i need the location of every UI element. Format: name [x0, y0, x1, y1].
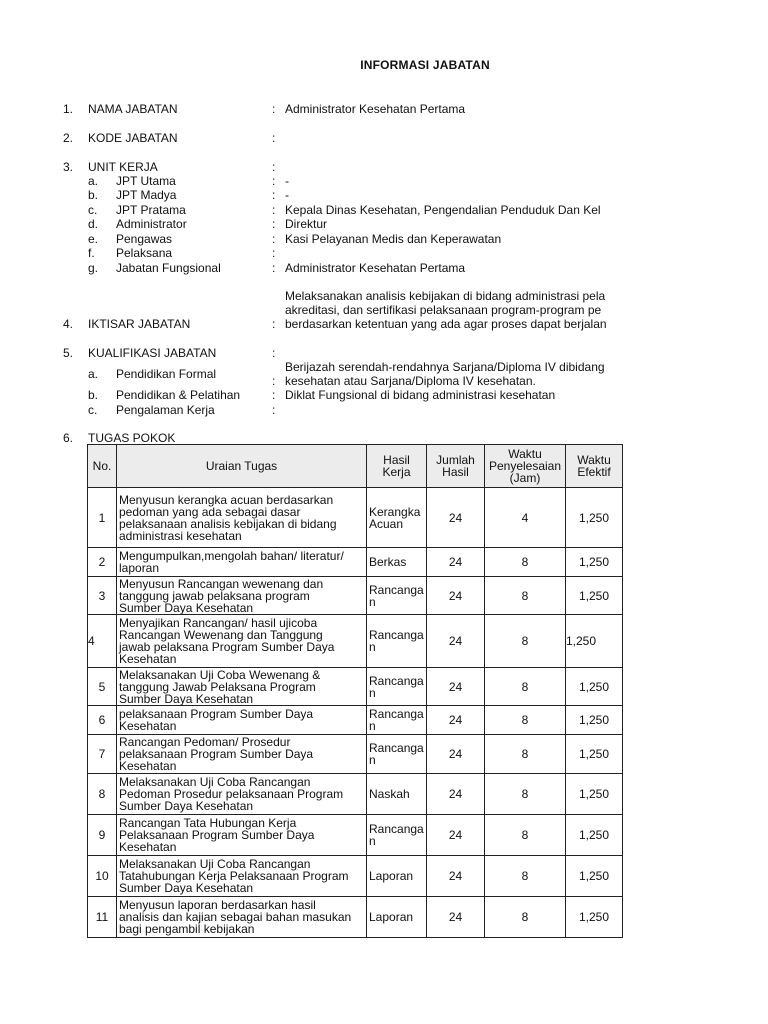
item-letter: b.	[88, 188, 99, 202]
row-efektif: 1,250	[566, 615, 623, 668]
item-label: Pendidikan Formal	[116, 367, 217, 381]
section-value: Administrator Kesehatan Pertama	[285, 102, 466, 116]
colon: :	[272, 317, 276, 331]
document-title: INFORMASI JABATAN	[360, 58, 490, 72]
section-number: 2.	[63, 131, 74, 145]
item-letter: d.	[88, 217, 99, 231]
iktisar-text: akreditasi, dan sertifikasi pelaksanaan program-program pe	[285, 303, 602, 317]
colon: :	[272, 174, 276, 188]
item-value: Diklat Fungsional di bidang administrasi kesehatan	[285, 388, 556, 402]
table-row	[88, 615, 623, 668]
row-uraian: Melaksanakan Uji Coba Rancangan Tatahubungan Kerja Pelaksanaan Program Sumber Daya Kesehatan	[117, 856, 367, 897]
item-value: -	[285, 188, 289, 202]
section-number: 3.	[63, 160, 74, 174]
row-uraian: Melaksanakan Uji Coba Rancangan Pedoman Prosedur pelaksanaan Program Sumber Daya Kesehatan	[117, 774, 367, 815]
table-row	[88, 897, 623, 938]
row-jumlah: 24	[427, 706, 485, 735]
table-row	[88, 548, 623, 577]
row-number: 3	[88, 577, 117, 615]
row-hasil: Naskah	[367, 774, 427, 815]
colon: :	[272, 346, 276, 360]
item-value: -	[285, 174, 289, 188]
section-number: 1.	[63, 102, 74, 116]
formal-text: Berijazah serendah-rendahnya Sarjana/Diploma IV dibidang	[285, 360, 605, 374]
item-label: Pengawas	[116, 232, 173, 246]
item-label: Jabatan Fungsional	[116, 261, 221, 275]
colon: :	[272, 160, 276, 174]
colon: :	[272, 374, 276, 388]
row-jumlah: 24	[427, 856, 485, 897]
row-number: 7	[88, 735, 117, 774]
colon: :	[272, 232, 276, 246]
row-efektif: 1,250	[566, 815, 623, 856]
item-label: Pendidikan & Pelatihan	[116, 388, 241, 402]
colon: :	[272, 403, 276, 417]
item-letter: a.	[88, 367, 99, 381]
table-row	[88, 706, 623, 735]
colon: :	[272, 261, 276, 275]
item-letter: f.	[88, 246, 95, 260]
row-uraian: Mengumpulkan,mengolah bahan/ literatur/ laporan	[117, 548, 367, 577]
header-jumlah: Jumlah Hasil	[427, 445, 485, 488]
item-letter: b.	[88, 388, 99, 402]
row-waktu: 8	[485, 897, 566, 938]
row-efektif: 1,250	[566, 488, 623, 548]
item-letter: c.	[88, 403, 98, 417]
row-hasil: Rancanga n	[367, 615, 427, 668]
row-efektif: 1,250	[566, 856, 623, 897]
iktisar-text: Melaksanakan analisis kebijakan di bidang administrasi pela	[285, 289, 606, 303]
row-efektif: 1,250	[566, 706, 623, 735]
item-value: Kepala Dinas Kesehatan, Pengendalian Penduduk Dan Kel	[285, 203, 601, 217]
row-hasil: Rancanga n	[367, 577, 427, 615]
row-number: 9	[88, 815, 117, 856]
colon: :	[272, 388, 276, 402]
row-number: 1	[88, 488, 117, 548]
table-row	[88, 735, 623, 774]
table-row	[88, 668, 623, 706]
row-hasil: Rancanga n	[367, 706, 427, 735]
colon: :	[272, 188, 276, 202]
row-uraian: Menyusun kerangka acuan berdasarkan pedoman yang ada sebagai dasar pelaksanaan analisis kebijakan di bidang administrasi kesehatan	[117, 488, 367, 548]
colon: :	[272, 217, 276, 231]
row-efektif: 1,250	[566, 897, 623, 938]
row-number: 10	[88, 856, 117, 897]
row-uraian: Rancangan Pedoman/ Prosedur pelaksanaan Program Sumber Daya Kesehatan	[117, 735, 367, 774]
section-label: KODE JABATAN	[88, 131, 178, 145]
row-hasil: Rancanga n	[367, 815, 427, 856]
header-efektif: Waktu Efektif	[566, 445, 623, 488]
row-number: 6	[88, 706, 117, 735]
section-label: IKTISAR JABATAN	[88, 317, 191, 331]
row-hasil: Laporan	[367, 856, 427, 897]
item-value: Direktur	[285, 217, 328, 231]
table-row	[88, 488, 623, 548]
row-uraian: Rancangan Tata Hubungan Kerja Pelaksanaan Program Sumber Daya Kesehatan	[117, 815, 367, 856]
row-uraian: Menyusun Rancangan wewenang dan tanggung jawab pelaksana program Sumber Daya Kesehatan	[117, 577, 367, 615]
item-value: Kasi Pelayanan Medis dan Keperawatan	[285, 232, 502, 246]
header-uraian: Uraian Tugas	[117, 445, 367, 488]
section-label: NAMA JABATAN	[88, 102, 178, 116]
row-uraian: Melaksanakan Uji Coba Wewenang & tanggung Jawab Pelaksana Program Sumber Daya Kesehatan	[117, 668, 367, 706]
row-jumlah: 24	[427, 735, 485, 774]
row-waktu: 8	[485, 668, 566, 706]
formal-text: kesehatan atau Sarjana/Diploma IV kesehatan.	[285, 374, 536, 388]
row-waktu: 8	[485, 615, 566, 668]
row-jumlah: 24	[427, 897, 485, 938]
section-label: TUGAS POKOK	[88, 431, 176, 445]
colon: :	[272, 246, 276, 260]
row-number: 4	[88, 615, 117, 668]
row-waktu: 8	[485, 774, 566, 815]
table-row	[88, 815, 623, 856]
row-uraian: Menyajikan Rancangan/ hasil ujicoba Rancangan Wewenang dan Tanggung jawab pelaksana Program Sumber Daya Kesehatan	[117, 615, 367, 668]
row-jumlah: 24	[427, 668, 485, 706]
row-hasil: Kerangka Acuan	[367, 488, 427, 548]
item-value: Administrator Kesehatan Pertama	[285, 261, 466, 275]
row-hasil: Rancanga n	[367, 735, 427, 774]
item-label: JPT Utama	[116, 174, 176, 188]
item-letter: e.	[88, 232, 99, 246]
row-jumlah: 24	[427, 774, 485, 815]
row-efektif: 1,250	[566, 577, 623, 615]
table-row	[88, 856, 623, 897]
header-no: No.	[88, 445, 117, 488]
section-label: UNIT KERJA	[88, 160, 158, 174]
row-efektif: 1,250	[566, 668, 623, 706]
row-efektif: 1,250	[566, 548, 623, 577]
row-number: 8	[88, 774, 117, 815]
row-hasil: Laporan	[367, 897, 427, 938]
table-row	[88, 577, 623, 615]
iktisar-text: berdasarkan ketentuan yang ada agar proses dapat berjalan	[285, 317, 607, 331]
row-hasil: Rancanga n	[367, 668, 427, 706]
section-label: KUALIFIKASI JABATAN	[88, 346, 217, 360]
colon: :	[272, 203, 276, 217]
row-jumlah: 24	[427, 577, 485, 615]
section-number: 6.	[63, 431, 74, 445]
section-number: 4.	[63, 317, 74, 331]
item-letter: g.	[88, 261, 99, 275]
colon: :	[272, 131, 276, 145]
row-efektif: 1,250	[566, 774, 623, 815]
row-jumlah: 24	[427, 548, 485, 577]
item-label: Pelaksana	[116, 246, 173, 260]
header-hasil: Hasil Kerja	[367, 445, 427, 488]
table-header-row	[88, 445, 623, 488]
row-hasil: Berkas	[367, 548, 427, 577]
row-number: 5	[88, 668, 117, 706]
row-waktu: 4	[485, 488, 566, 548]
item-label: Pengalaman Kerja	[116, 403, 215, 417]
row-waktu: 8	[485, 548, 566, 577]
row-waktu: 8	[485, 577, 566, 615]
row-uraian: pelaksanaan Program Sumber Daya Kesehatan	[117, 706, 367, 735]
row-number: 2	[88, 548, 117, 577]
row-efektif: 1,250	[566, 735, 623, 774]
table-row	[88, 774, 623, 815]
row-jumlah: 24	[427, 815, 485, 856]
row-waktu: 8	[485, 856, 566, 897]
item-letter: a.	[88, 174, 99, 188]
row-number: 11	[88, 897, 117, 938]
item-letter: c.	[88, 203, 98, 217]
row-waktu: 8	[485, 815, 566, 856]
tugas-pokok-table	[87, 444, 623, 938]
colon: :	[272, 102, 276, 116]
item-label: JPT Pratama	[116, 203, 186, 217]
row-jumlah: 24	[427, 615, 485, 668]
section-number: 5.	[63, 346, 74, 360]
header-waktu: Waktu Penyelesaian (Jam)	[485, 445, 566, 488]
item-label: JPT Madya	[116, 188, 177, 202]
row-jumlah: 24	[427, 488, 485, 548]
row-waktu: 8	[485, 735, 566, 774]
item-label: Administrator	[116, 217, 187, 231]
row-uraian: Menyusun laporan berdasarkan hasil analisis dan kajian sebagai bahan masukan bagi pengambil kebijakan	[117, 897, 367, 938]
row-waktu: 8	[485, 706, 566, 735]
